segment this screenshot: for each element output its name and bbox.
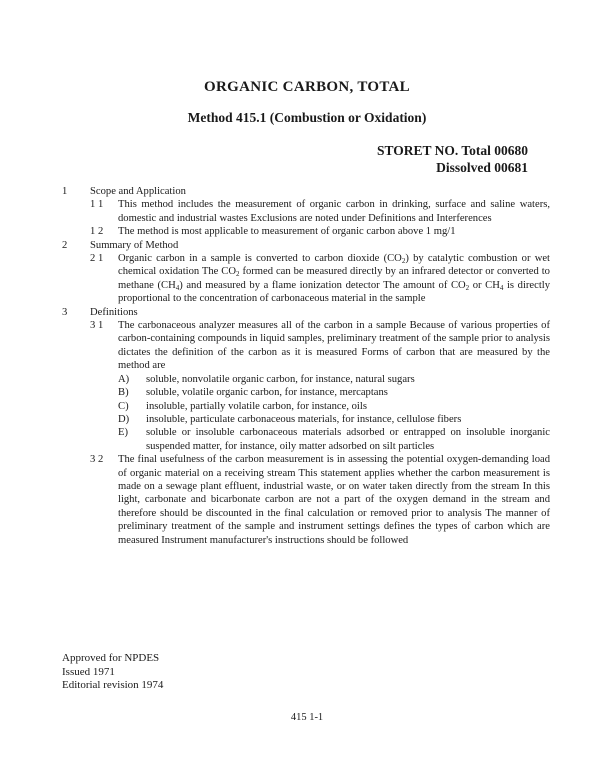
- paragraph: [90, 198, 550, 225]
- revision-date: Editorial revision 1974: [62, 679, 164, 691]
- list-text: insoluble, particulate carbonaceous materials, for instance, cellulose fibers: [146, 413, 462, 425]
- document-body: [62, 185, 550, 547]
- section-heading: [62, 306, 550, 319]
- section-number: 2: [62, 239, 68, 251]
- paragraph: [90, 225, 550, 238]
- section-title: Scope and Application: [90, 186, 186, 197]
- list-label: E): [118, 427, 128, 439]
- paragraph-text: Organic carbon in a sample is converted to carbon dioxide $(CO_2)$ by catalytic combustion or wet chemical oxidation The $CO_2$ formed can be measured directly by an infrared detector or converted to methane $(CH_4)$ and measured by a flame ionization detector The amount of $CO_2$ or $CH_4$ is directly proportional to the concentration of carbonaceous material in the sample: [118, 253, 550, 305]
- paragraph-number: 2 1: [90, 253, 104, 265]
- paragraph-number: 1 2: [90, 226, 104, 238]
- list-label: B): [118, 387, 129, 399]
- storet-total: STORET NO. Total 00680: [376, 143, 528, 158]
- paragraph-text: The final usefulness of the carbon measurement is in assessing the potential oxygen-demanding load of organic material on a receiving stream This statement applies whether the carbon measurement is made on a sewage plant effluent, industrial waste, or on water taken directly from the stream In this light, carbonate and bicarbonate carbon are not a part of the oxygen demand in the stream and therefore should be discounted in the final calculation or removed prior to analysis The manner of preliminary treatment of the sample and instrument settings defines the types of carbon which are measured Instrument manufacturer's instructions should be followed: [118, 454, 550, 546]
- paragraph: [90, 453, 550, 547]
- list-label: C): [118, 400, 129, 412]
- list-item: [118, 373, 550, 386]
- section-number: 1: [62, 186, 68, 197]
- paragraph: [90, 252, 550, 306]
- section-heading: [62, 239, 550, 252]
- list-text: soluble, volatile organic carbon, for instance, mercaptans: [146, 387, 388, 399]
- paragraph-number: 3 2: [90, 454, 104, 466]
- method-subtitle: Method 415.1 (Combustion or Oxidation): [187, 110, 427, 125]
- paragraph-number: 3 1: [90, 320, 104, 332]
- page-number: 415 1-1: [290, 712, 324, 723]
- storet-dissolved: Dissolved 00681: [436, 160, 528, 175]
- list-label: D): [118, 413, 130, 425]
- section-title: Definitions: [90, 306, 138, 318]
- paragraph-number: 1 1: [90, 199, 104, 211]
- paragraph-text: The carbonaceous analyzer measures all of the carbon in a sample Because of various properties of carbon-containing compounds in liquid samples, preliminary treatment of the sample prior to analysis dictates the definition of the carbon as it is measured Forms of carbon that are measured by the method are: [118, 320, 550, 372]
- approval-note: Approved for NPDES: [62, 652, 160, 664]
- storet-numbers: [377, 142, 528, 176]
- list-item: [118, 426, 550, 453]
- list-text: soluble, nonvolatile organic carbon, for instance, natural sugars: [146, 373, 415, 385]
- list-item: [118, 413, 550, 426]
- list-text: insoluble, partially volatile carbon, for instance, oils: [146, 400, 367, 412]
- issue-date: Issued 1971: [62, 665, 115, 678]
- paragraph-text: This method includes the measurement of organic carbon in drinking, surface and saline waters, domestic and industrial wastes Exclusions are noted under Definitions and Interferences: [118, 199, 550, 224]
- list-label: A): [118, 373, 130, 385]
- document-footer: [62, 652, 163, 693]
- section-heading: [62, 185, 550, 198]
- list-text: soluble or insoluble carbonaceous materials adsorbed or entrapped on insoluble inorganic suspended matter, for instance, oily matter adsorbed on silt particles: [146, 427, 550, 452]
- paragraph-text: The method is most applicable to measurement of organic carbon above 1 mg/1: [118, 226, 456, 238]
- section-number: 3: [62, 306, 68, 318]
- list-item: [118, 400, 550, 413]
- document-title: ORGANIC CARBON, TOTAL: [204, 79, 410, 95]
- section-title: Summary of Method: [90, 239, 179, 251]
- paragraph: [90, 319, 550, 373]
- list-item: [118, 386, 550, 399]
